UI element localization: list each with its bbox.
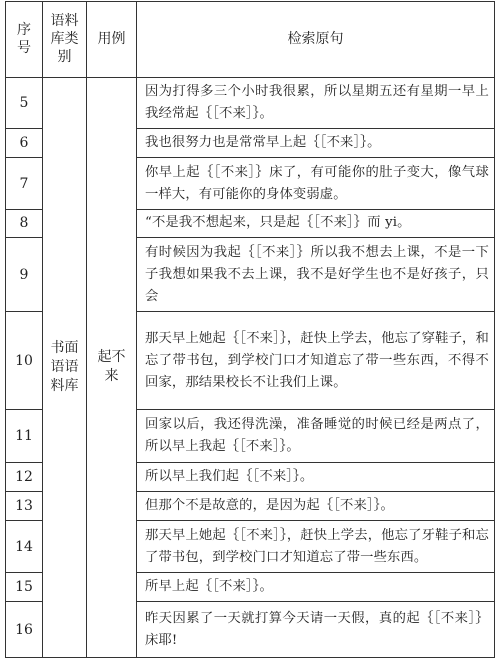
sentence-cell: 所早上起｛［不来］｝。 — [137, 573, 495, 602]
corpus-type-cell: 书面语语料库 — [43, 77, 87, 657]
sentence-cell: 那天早上她起｛［不来］｝，赶快上学去，他忘了牙鞋子和忘了带书包，到学校门口才知道忘了带一些东西。 — [137, 521, 495, 573]
row-index: 11 — [6, 409, 43, 463]
sentence-cell: 所以早上我们起｛［不来］｝。 — [137, 463, 495, 492]
row-index: 10 — [6, 312, 43, 409]
sentence-cell: 回家以后，我还得洗澡，准备睡觉的时候已经是两点了，所以早上我起｛［不来］｝。 — [137, 409, 495, 463]
row-index: 14 — [6, 521, 43, 573]
row-index: 6 — [6, 129, 43, 158]
header-sentence: 检索原句 — [137, 2, 495, 78]
sentence-cell: 昨天因累了一天就打算今天请一天假，真的起｛［不来］｝床耶! — [137, 602, 495, 658]
row-index: 8 — [6, 209, 43, 237]
table-row — [6, 77, 495, 129]
row-index: 9 — [6, 237, 43, 311]
corpus-table — [5, 1, 495, 658]
sentence-cell: 那天早上她起｛［不来］｝，赶快上学去，他忘了穿鞋子，和忘了带书包，到学校门口才知道忘了带一些东西，不得不回家，那结果校长不让我们上课。 — [137, 312, 495, 409]
example-word-cell: 起不来 — [87, 77, 137, 657]
header-example: 用例 — [87, 2, 137, 78]
row-index: 5 — [6, 77, 43, 129]
row-index: 16 — [6, 602, 43, 658]
sentence-cell: 因为打得多三个小时我很累，所以星期五还有星期一早上我经常起｛［不来］｝。 — [137, 77, 495, 129]
row-index: 15 — [6, 573, 43, 602]
sentence-cell: 但那个不是故意的，是因为起｛［不来］｝。 — [137, 492, 495, 521]
row-index: 12 — [6, 463, 43, 492]
row-index: 7 — [6, 158, 43, 210]
row-index: 13 — [6, 492, 43, 521]
sentence-cell: “不是我不想起来，只是起｛［不来］｝而 yi。 — [137, 209, 495, 237]
header-row — [6, 2, 495, 78]
header-corpus-type: 语料库类别 — [43, 2, 87, 78]
sentence-cell: 有时候因为我起｛［不来］｝所以我不想去上课，不是一下子我想如果我不去上课，我不是好学生也不是好孩子，只会 — [137, 237, 495, 311]
header-index: 序号 — [6, 2, 43, 78]
sentence-cell: 你早上起｛［不来］｝床了，有可能你的肚子变大，像气球一样大，有可能你的身体变弱虚。 — [137, 158, 495, 210]
sentence-cell: 我也很努力也是常常早上起｛［不来］｝。 — [137, 129, 495, 158]
